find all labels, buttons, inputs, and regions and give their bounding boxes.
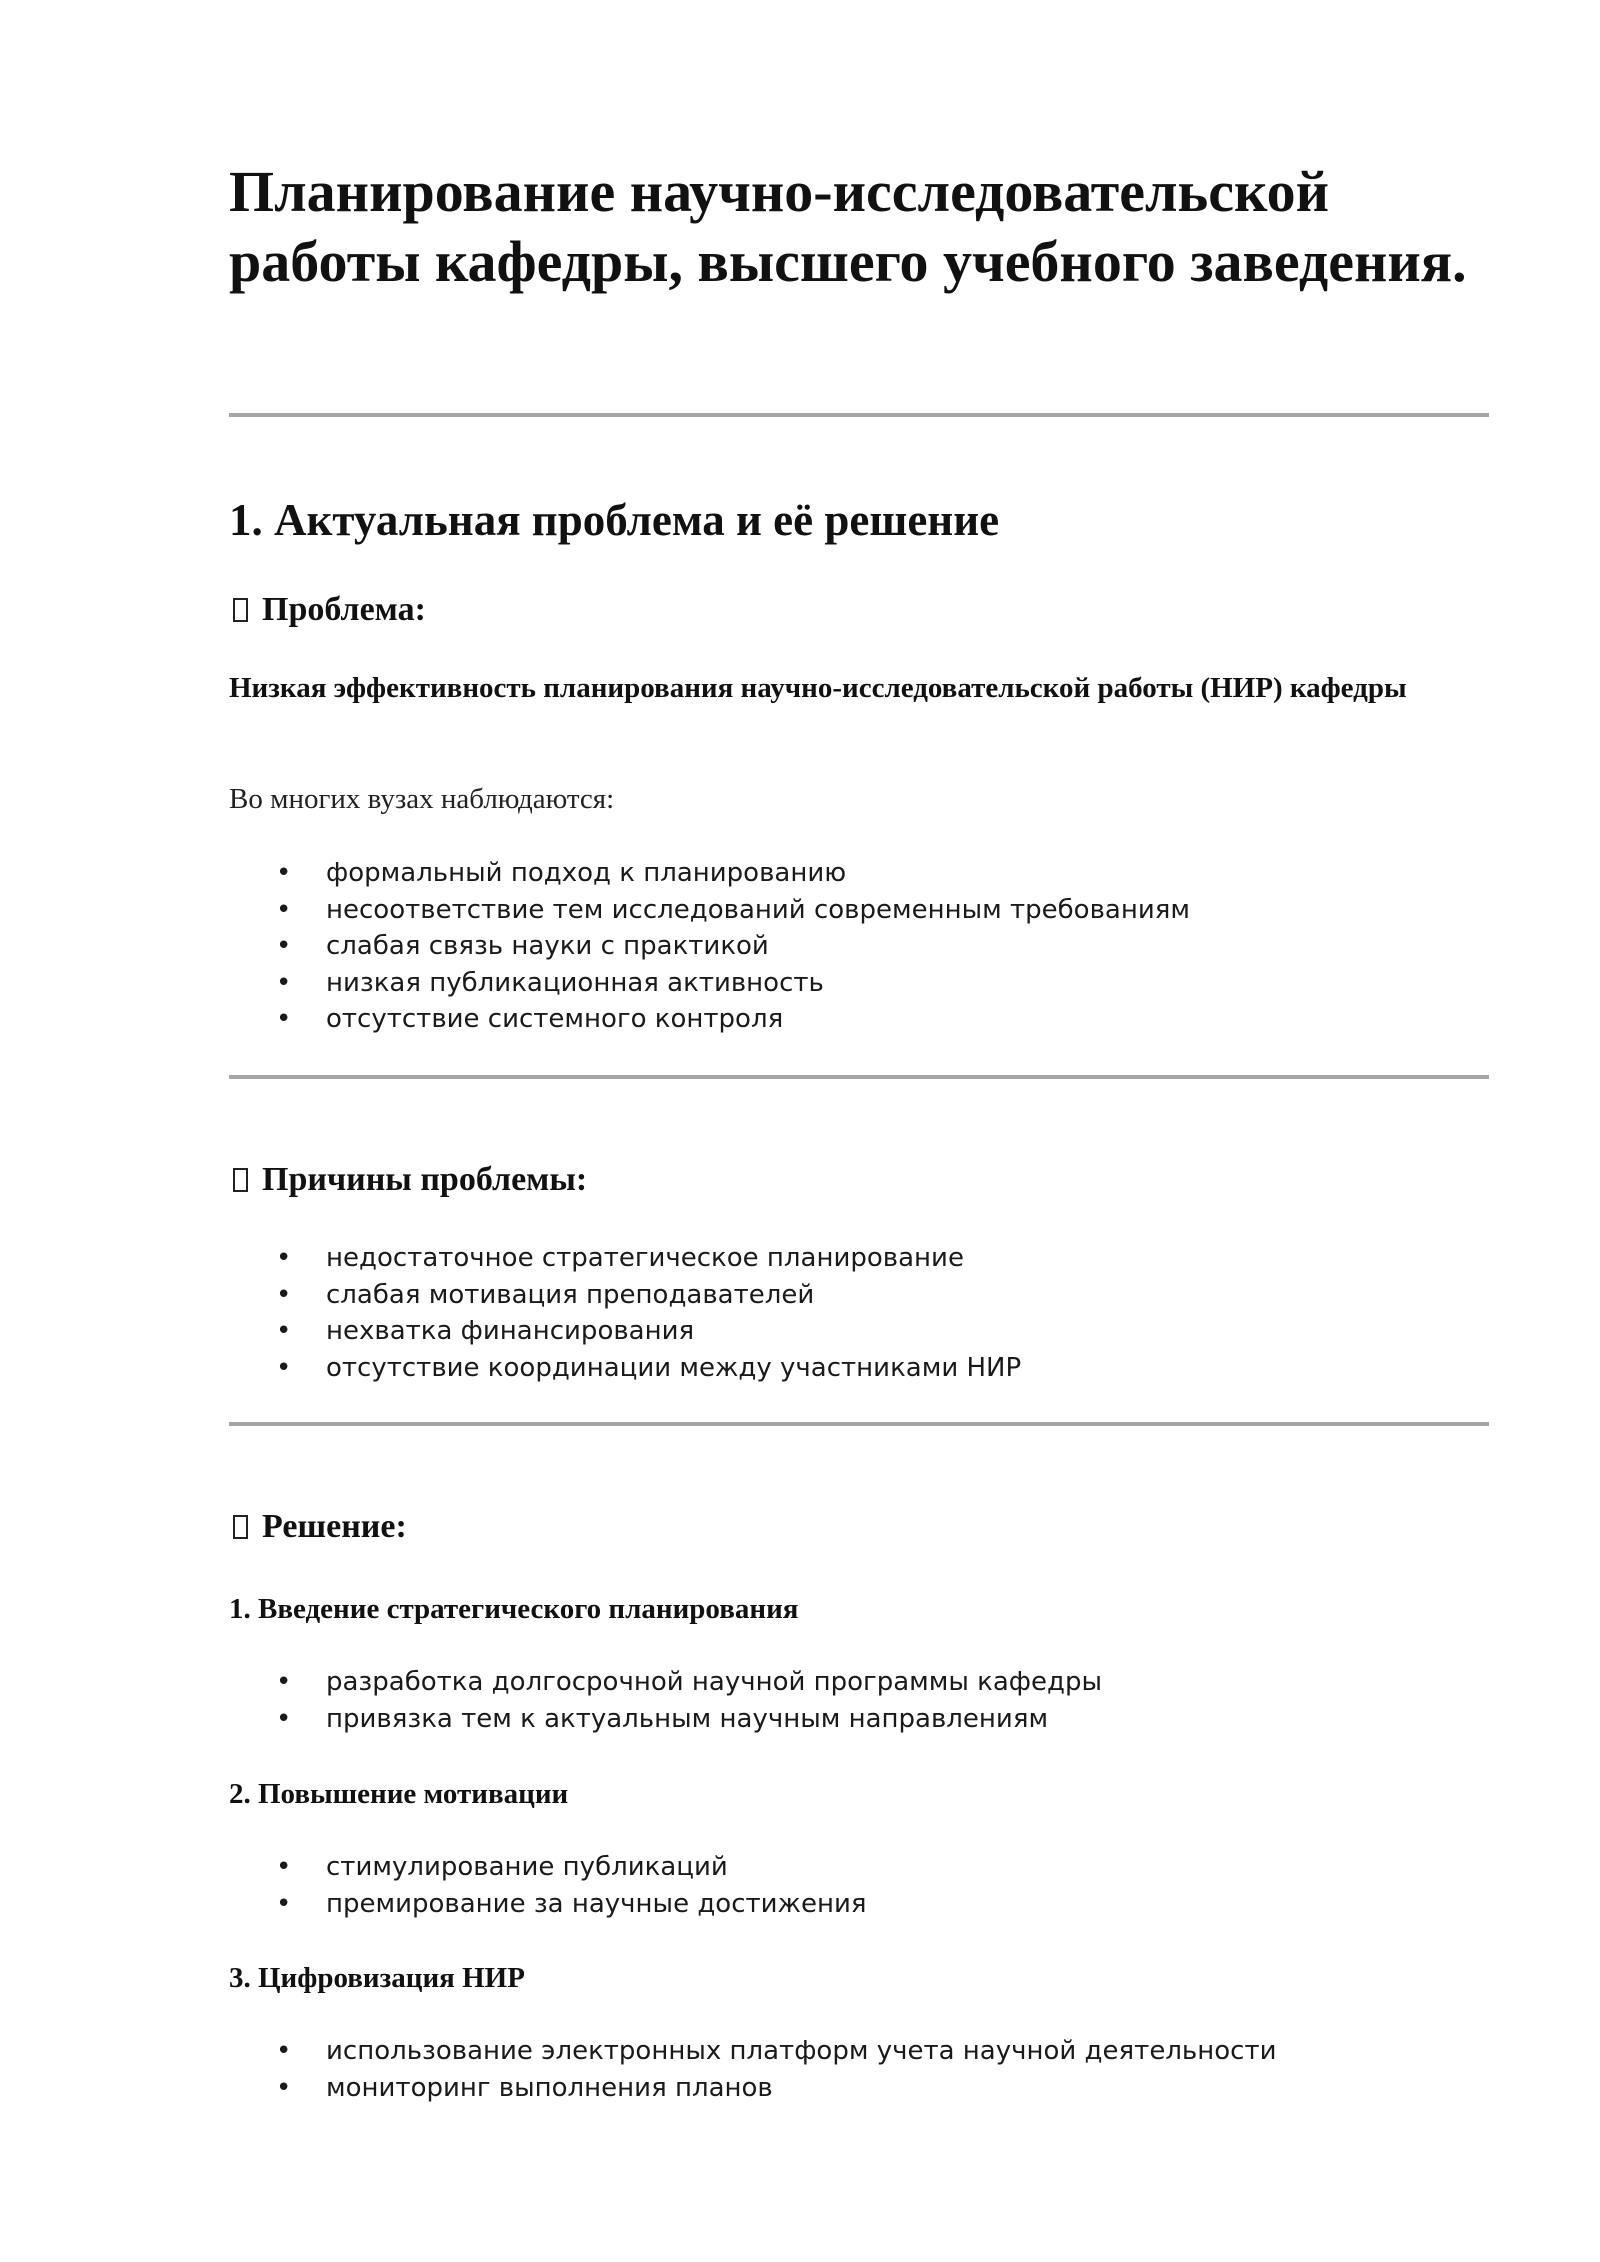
solution-group-list — [229, 1849, 867, 1922]
bullet-icon: • — [276, 1004, 292, 1034]
bullet-icon: • — [276, 967, 292, 998]
bullet-icon: • — [276, 1888, 292, 1919]
square-icon — [233, 1168, 248, 1192]
list-item: • использование электронных платформ учета научной деятельности — [229, 2033, 1277, 2070]
list-item: • нехватка финансирования — [229, 1313, 1021, 1350]
document-title: Планирование научно-исследовательской работы кафедры, высшего учебного заведения. — [229, 159, 1467, 294]
list-item: • слабая мотивация преподавателей — [229, 1277, 1021, 1314]
bullet-icon: • — [276, 931, 292, 961]
bullet-icon: • — [276, 2036, 292, 2066]
square-icon — [233, 1515, 248, 1539]
solution-group-heading: 3. Цифровизация НИР — [229, 1962, 525, 1994]
divider — [229, 413, 1489, 417]
bullet-icon: • — [276, 894, 292, 925]
square-icon — [233, 598, 248, 622]
list-item: • несоответствие тем исследований современным требованиям — [229, 892, 1190, 929]
solution-group-list — [229, 1664, 1102, 1737]
list-item: • мониторинг выполнения планов — [229, 2070, 1277, 2107]
list-item: • премирование за научные достижения — [229, 1886, 867, 1923]
causes-list — [229, 1240, 1021, 1386]
list-item: • разработка долгосрочной научной программы кафедры — [229, 1664, 1102, 1701]
causes-heading — [229, 1160, 587, 1200]
solution-heading-label: Решение: — [262, 1508, 407, 1545]
list-item: • формальный подход к планированию — [229, 855, 1190, 892]
problem-heading-label: Проблема: — [262, 591, 426, 628]
list-item: • низкая публикационная активность — [229, 965, 1190, 1002]
list-item: • недостаточное стратегическое планирование — [229, 1240, 1021, 1277]
bullet-icon: • — [276, 1279, 292, 1310]
list-item: • стимулирование публикаций — [229, 1849, 867, 1886]
solution-group-heading: 1. Введение стратегического планирования — [229, 1593, 799, 1625]
solution-group-list — [229, 2033, 1277, 2106]
bullet-icon: • — [276, 1852, 292, 1882]
bullet-icon: • — [276, 858, 292, 888]
list-item: • привязка тем к актуальным научным направлениям — [229, 1701, 1102, 1738]
problem-intro: Во многих вузах наблюдаются: — [229, 783, 615, 815]
causes-heading-label: Причины проблемы: — [262, 1161, 588, 1198]
bullet-icon: • — [276, 1316, 292, 1346]
problem-list — [229, 855, 1190, 1038]
problem-heading — [229, 590, 426, 630]
list-item: • отсутствие системного контроля — [229, 1001, 1190, 1038]
bullet-icon: • — [276, 1352, 292, 1383]
section-heading: 1. Актуальная проблема и её решение — [229, 495, 1000, 545]
bullet-icon: • — [276, 1243, 292, 1273]
solution-heading — [229, 1507, 407, 1547]
divider — [229, 1075, 1489, 1079]
bullet-icon: • — [276, 1667, 292, 1697]
list-item: • отсутствие координации между участниками НИР — [229, 1350, 1021, 1387]
bullet-icon: • — [276, 2072, 292, 2103]
problem-subheading: Низкая эффективность планирования научно-исследовательской работы (НИР) кафедры — [229, 672, 1407, 704]
list-item: • слабая связь науки с практикой — [229, 928, 1190, 965]
bullet-icon: • — [276, 1703, 292, 1734]
solution-group-heading: 2. Повышение мотивации — [229, 1778, 569, 1810]
divider — [229, 1422, 1489, 1426]
